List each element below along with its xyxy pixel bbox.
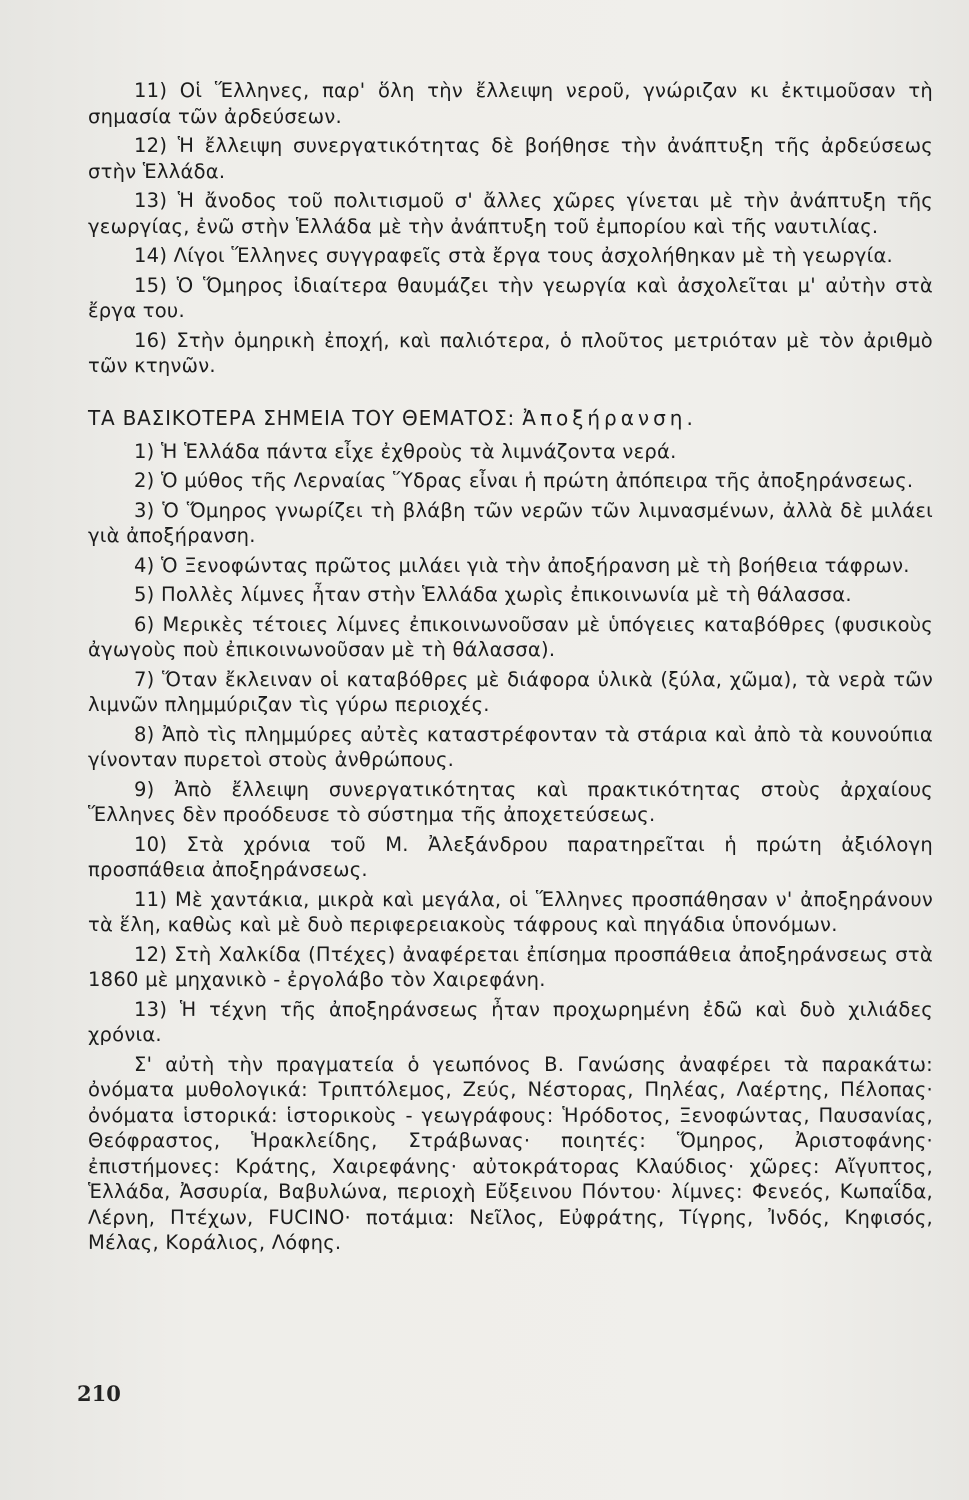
- text-column: [88, 78, 933, 1260]
- point-2: 2) Ὁ μύθος τῆς Λερναίας Ὕδρας εἶναι ἡ πρώτη ἀπόπειρα τῆς ἀποξηράνσεως.: [134, 469, 914, 492]
- point-5: 5) Πολλὲς λίμνες ἦταν στὴν Ἑλλάδα χωρὶς ἐπικοινωνία μὲ τὴ θάλασσα.: [134, 583, 852, 606]
- point-11: 11) Μὲ χαντάκια, μικρὰ καὶ μεγάλα, οἱ Ἕλληνες προσπάθησαν ν' ἀποξηράνουν τὰ ἕλη, καθὼς καὶ μὲ δυὸ περιφερειακοὺς τάφρους καὶ πηγάδια ὑπονόμων.: [88, 887, 933, 936]
- intro-item-14: 14) Λίγοι Ἕλληνες συγγραφεῖς στὰ ἔργα τους ἀσχολήθηκαν μὲ τὴ γεωργία.: [134, 244, 893, 267]
- intro-item-16: 16) Στὴν ὁμηρικὴ ἐποχή, καὶ παλιότερα, ὁ πλοῦτος μετριόταν μὲ τὸν ἀριθμὸ τῶν κτηνῶν.: [88, 328, 933, 377]
- intro-item-11: 11) Οἱ Ἕλληνες, παρ' ὅλη τὴν ἔλλειψη νεροῦ, γνώριζαν κι ἐκτιμοῦσαν τὴ σημασία τῶν ἀρδεύσεων.: [88, 79, 933, 128]
- point-3: 3) Ὁ Ὅμηρος γνωρίζει τὴ βλάβη τῶν νερῶν τῶν λιμνασμένων, ἀλλὰ δὲ μιλάει γιὰ ἀποξήρανση.: [88, 498, 933, 547]
- point-13: 13) Ἡ τέχνη τῆς ἀποξηράνσεως ἦταν προχωρημένη ἐδῶ καὶ δυὸ χιλιάδες χρόνια.: [88, 997, 933, 1046]
- heading-main: ΤΑ ΒΑΣΙΚΟΤΕΡΑ ΣΗΜΕΙΑ ΤΟΥ ΘΕΜΑΤΟΣ:: [88, 405, 516, 430]
- section-heading: [88, 405, 933, 431]
- page-number: 210: [77, 1381, 121, 1406]
- intro-item-13: 13) Ἡ ἄνοδος τοῦ πολιτισμοῦ σ' ἄλλες χῶρες γίνεται μὲ τὴν ἀνάπτυξη τῆς γεωργίας, ἐνῶ στὴν Ἑλλάδα μὲ τὴν ἀνάπτυξη τοῦ ἐμπορίου καὶ τῆς ναυτιλίας.: [88, 189, 933, 238]
- point-6: 6) Μερικὲς τέτοιες λίμνες ἐπικοινωνοῦσαν μὲ ὑπόγειες καταβόθρες (φυσικοὺς ἀγωγοὺς ποὺ ἐπικοινωνοῦσαν μὲ τὴ θάλασσα).: [88, 612, 933, 661]
- point-1: 1) Ἡ Ἑλλάδα πάντα εἶχε ἐχθροὺς τὰ λιμνάζοντα νερά.: [134, 439, 677, 463]
- point-9: 9) Ἀπὸ ἔλλειψη συνεργατικότητας καὶ πρακτικότητας στοὺς ἀρχαίους Ἕλληνες δὲν προόδευσε τὸ σύστημα τῆς ἀποχετεύσεως.: [88, 777, 933, 826]
- closing-paragraph: Σ' αὐτὴ τὴν πραγματεία ὁ γεωπόνος Β. Γανώσης ἀναφέρει τὰ παρακάτω: ὀνόματα μυθολογικά: Τριπτόλεμος, Ζεύς, Νέστορας, Πηλέας, Λαέρτης, Πέλοπας· ὀνόματα ἱστορικά: ἱστορικοὺς - γεωγράφους: Ἡρόδοτος, Ξενοφώντας, Παυσανίας, Θεόφραστος, Ἡρακλείδης, Στράβωνας· ποιητές: Ὅμηρος, Ἀριστοφάνης· ἐπιστήμονες: Κράτης, Χαιρεφάνης· αὐτοκράτορας Κλαύδιος· χῶρες: Αἴγυπτος, Ἑλλάδα, Ἀσσυρία, Βαβυλώνα, περιοχὴ Εὔξεινου Πόντου· λίμνες: Φενεός, Κωπαΐδα, Λέρνη, Πτέχων, FUCINO· ποτάμια: Νεῖλος, Εὐφράτης, Τίγρης, Ἰνδός, Κηφισός, Μέλας, Κοράλιος, Λόφης.: [88, 1052, 933, 1254]
- intro-item-15: 15) Ὁ Ὅμηρος ἰδιαίτερα θαυμάζει τὴν γεωργία καὶ ἀσχολεῖται μ' αὐτὴν στὰ ἔργα του.: [88, 273, 933, 322]
- heading-topic: Ἀποξήρανση.: [522, 405, 697, 430]
- point-10: 10) Στὰ χρόνια τοῦ Μ. Ἀλεξάνδρου παρατηρεῖται ἡ πρώτη ἀξιόλογη προσπάθεια ἀποξηράνσεως.: [88, 832, 933, 881]
- point-8: 8) Ἀπὸ τὶς πλημμύρες αὐτὲς καταστρέφονταν τὰ στάρια καὶ ἀπὸ τὰ κουνούπια γίνονταν πυρετοὶ στοὺς ἀνθρώπους.: [88, 722, 933, 771]
- point-7: 7) Ὅταν ἔκλειναν οἱ καταβόθρες μὲ διάφορα ὑλικὰ (ξύλα, χῶμα), τὰ νερὰ τῶν λιμνῶν πλημμύριζαν τὶς γύρω περιοχές.: [88, 667, 933, 716]
- point-4: 4) Ὁ Ξενοφώντας πρῶτος μιλάει γιὰ τὴν ἀποξήρανση μὲ τὴ βοήθεια τάφρων.: [134, 553, 910, 577]
- intro-item-12: 12) Ἡ ἔλλειψη συνεργατικότητας δὲ βοήθησε τὴν ἀνάπτυξη τῆς ἀρδεύσεως στὴν Ἑλλάδα.: [88, 134, 933, 183]
- point-12: 12) Στὴ Χαλκίδα (Πτέχες) ἀναφέρεται ἐπίσημα προσπάθεια ἀποξηράνσεως στὰ 1860 μὲ μηχανικὸ - ἐργολάβο τὸν Χαιρεφάνη.: [88, 942, 933, 991]
